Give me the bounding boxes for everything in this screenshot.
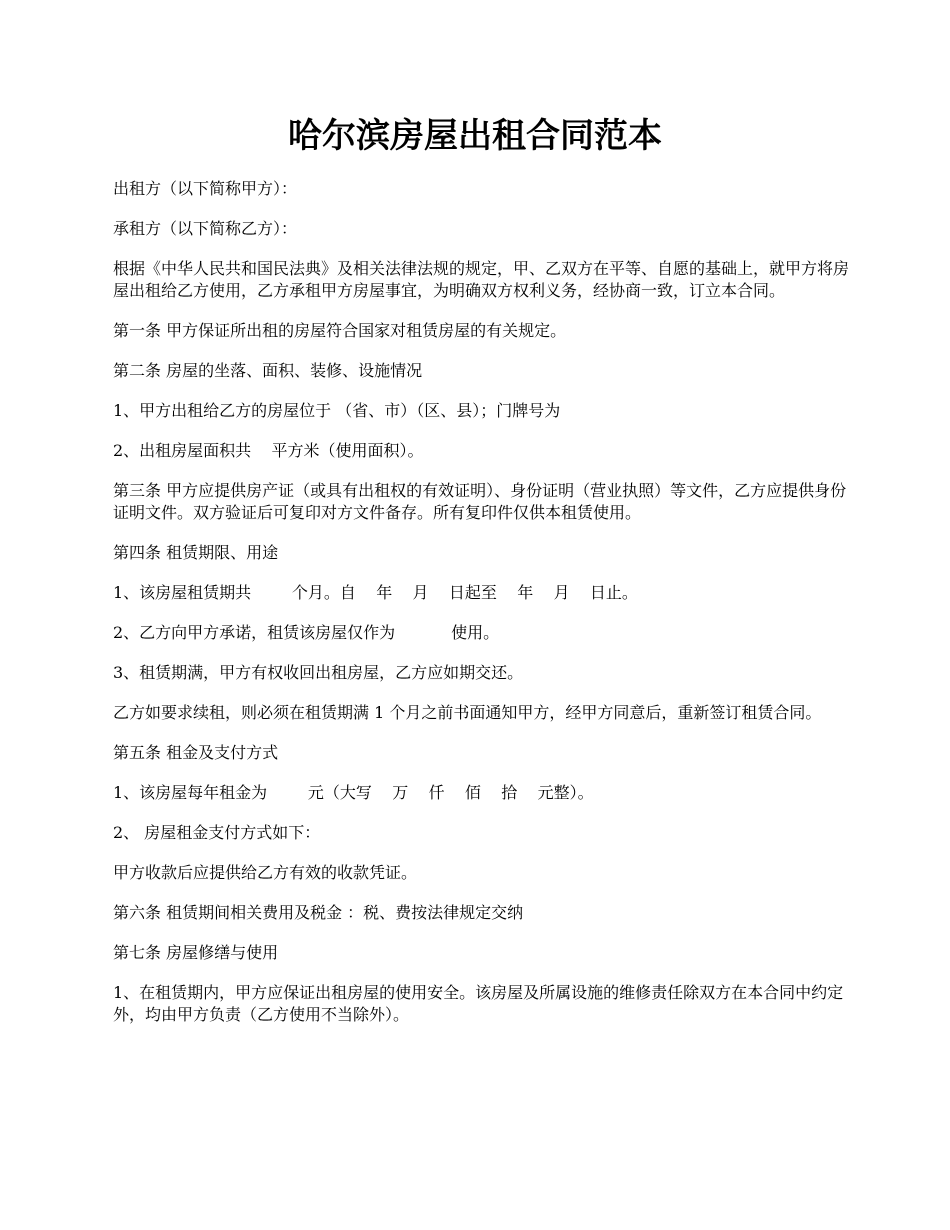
paragraph-article-2: 第二条 房屋的坐落、面积、装修、设施情况 bbox=[113, 361, 423, 380]
paragraph-lessor: 出租方（以下简称甲方）： bbox=[113, 179, 298, 198]
paragraph-article-4-item-1: 1、该房屋租赁期共 个月。自 年 月 日起至 年 月 日止。 bbox=[113, 583, 638, 602]
document-body bbox=[113, 178, 853, 1044]
paragraph-renewal: 乙方如要求续租，则必须在租赁期满 1 个月之前书面通知甲方，经甲方同意后，重新签订租赁合同。 bbox=[113, 703, 822, 722]
paragraph-article-7-item-1: 1、在租赁期内，甲方应保证出租房屋的使用安全。该房屋及所属设施的维修责任除双方在本合同中约定外，均由甲方负责（乙方使用不当除外）。 bbox=[113, 983, 844, 1024]
document-title: 哈尔滨房屋出租合同范本 bbox=[288, 116, 662, 156]
paragraph-article-6: 第六条 租赁期间相关费用及税金 ：税、费按法律规定交纳 bbox=[113, 903, 524, 922]
paragraph-receipt: 甲方收款后应提供给乙方有效的收款凭证。 bbox=[113, 863, 418, 882]
paragraph-article-4-item-2: 2、乙方向甲方承诺，租赁该房屋仅作为 使用。 bbox=[113, 623, 500, 642]
paragraph-article-2-item-1: 1、甲方出租给乙方的房屋位于 （省、市）（区、县）；门牌号为 bbox=[113, 401, 561, 420]
paragraph-article-4-item-3: 3、租赁期满，甲方有权收回出租房屋，乙方应如期交还。 bbox=[113, 663, 524, 682]
paragraph-article-5-item-1: 1、该房屋每年租金为 元（大写 万 仟 佰 拾 元整）。 bbox=[113, 783, 594, 802]
paragraph-article-5-item-2: 2、 房屋租金支付方式如下： bbox=[113, 823, 321, 842]
paragraph-article-5: 第五条 租金及支付方式 bbox=[113, 743, 279, 762]
paragraph-article-2-item-2: 2、出租房屋面积共 平方米（使用面积）。 bbox=[113, 441, 424, 460]
paragraph-article-7: 第七条 房屋修缮与使用 bbox=[113, 943, 279, 962]
paragraph-article-4: 第四条 租赁期限、用途 bbox=[113, 543, 279, 562]
paragraph-article-3: 第三条 甲方应提供房产证（或具有出租权的有效证明）、身份证明（营业执照）等文件，乙方应提供身份证明文件。双方验证后可复印对方文件备存。所有复印件仅供本租赁使用。 bbox=[113, 481, 847, 522]
paragraph-preamble: 根据《中华人民共和国民法典》及相关法律法规的规定，甲、乙双方在平等、自愿的基础上，就甲方将房屋出租给乙方使用，乙方承租甲方房屋事宜，为明确双方权利义务，经协商一致，订立本合同。 bbox=[113, 259, 850, 300]
paragraph-lessee: 承租方（以下简称乙方）： bbox=[113, 219, 298, 238]
paragraph-article-1: 第一条 甲方保证所出租的房屋符合国家对租赁房屋的有关规定。 bbox=[113, 321, 567, 340]
